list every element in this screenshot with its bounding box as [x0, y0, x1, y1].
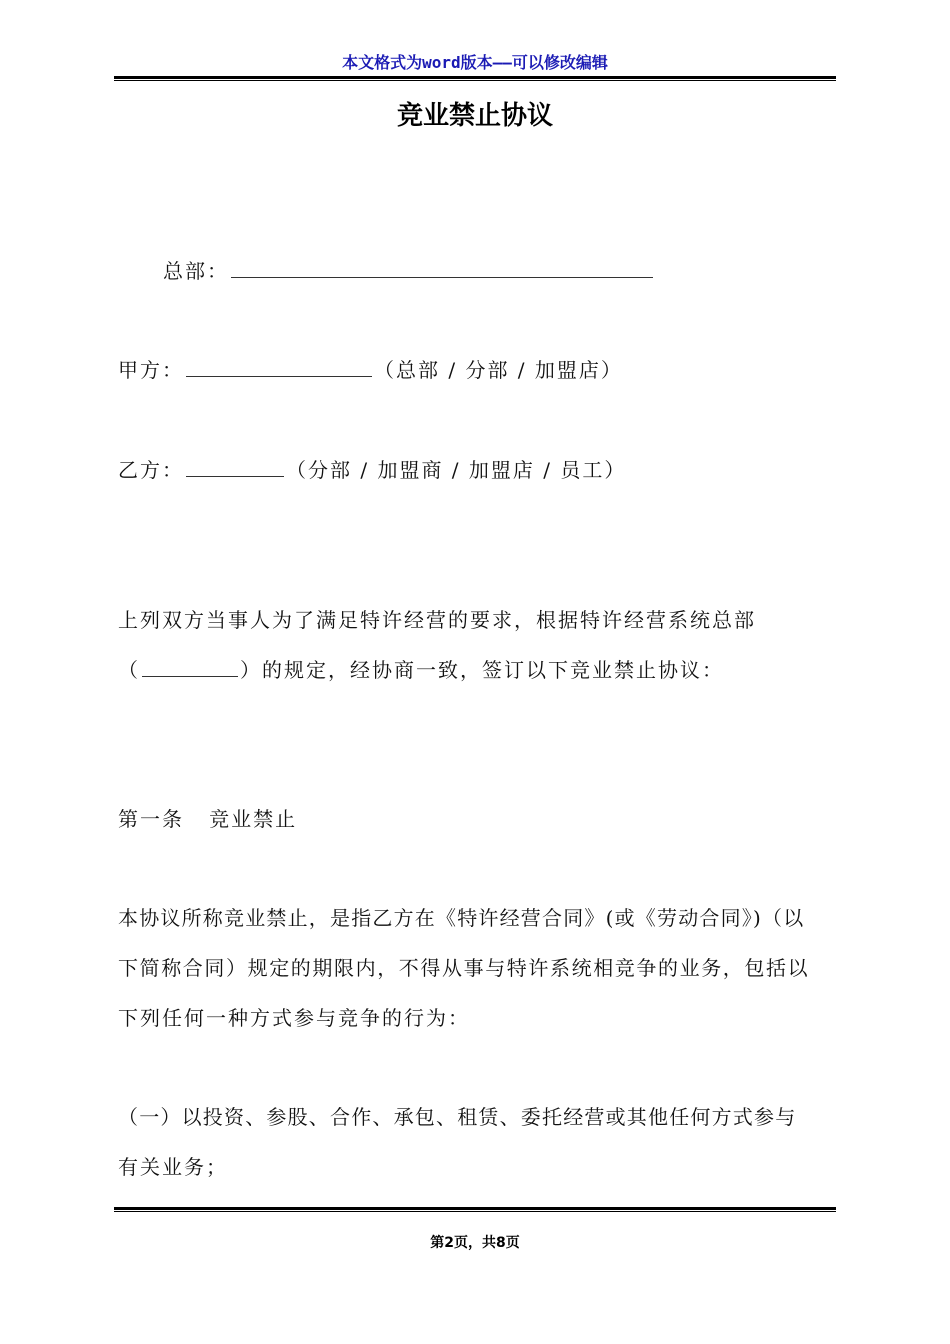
- party-b-label: 乙方：: [118, 458, 184, 482]
- hq-blank: [231, 259, 653, 278]
- preamble-line-2: [118, 656, 724, 684]
- item-1-line-2: 有关业务；: [118, 1155, 228, 1179]
- preamble-open-paren: （: [118, 658, 140, 682]
- page-title: 竞业禁止协议: [396, 101, 553, 131]
- party-b-line: [118, 456, 626, 484]
- page-indicator: 第2页，共8页: [430, 1235, 520, 1251]
- party-a-label: 甲方：: [118, 358, 184, 382]
- party-b-note: （分部 / 加盟商 / 加盟店 / 员工）: [286, 458, 627, 482]
- hq-label: 总部：: [163, 259, 229, 283]
- hq-name-blank: [142, 658, 238, 677]
- preamble-line-1: 上列双方当事人为了满足特许经营的要求，根据特许经营系统总部: [118, 608, 756, 632]
- preamble-rest: ）的规定，经协商一致，签订以下竞业禁止协议：: [240, 658, 724, 682]
- footer-divider: [114, 1207, 836, 1212]
- header-divider: [114, 76, 836, 81]
- party-a-blank: [186, 358, 372, 377]
- article-1-line-3: 下列任何一种方式参与竞争的行为：: [118, 1006, 470, 1030]
- hq-line: [163, 257, 655, 285]
- party-a-line: [118, 356, 623, 384]
- article-1-line-2: 下简称合同）规定的期限内，不得从事与特许系统相竞争的业务，包括以: [118, 956, 810, 980]
- header-banner: 本文格式为word版本——可以修改编辑: [342, 53, 608, 72]
- article-1-line-1: 本协议所称竞业禁止，是指乙方在《特许经营合同》(或《劳动合同》)（以: [118, 906, 805, 930]
- party-a-note: （总部 / 分部 / 加盟店）: [374, 358, 623, 382]
- party-b-blank: [186, 458, 284, 477]
- item-1-line-1: （一）以投资、参股、合作、承包、租赁、委托经营或其他任何方式参与: [118, 1105, 797, 1129]
- article-1-heading: 第一条 竞业禁止: [118, 807, 298, 831]
